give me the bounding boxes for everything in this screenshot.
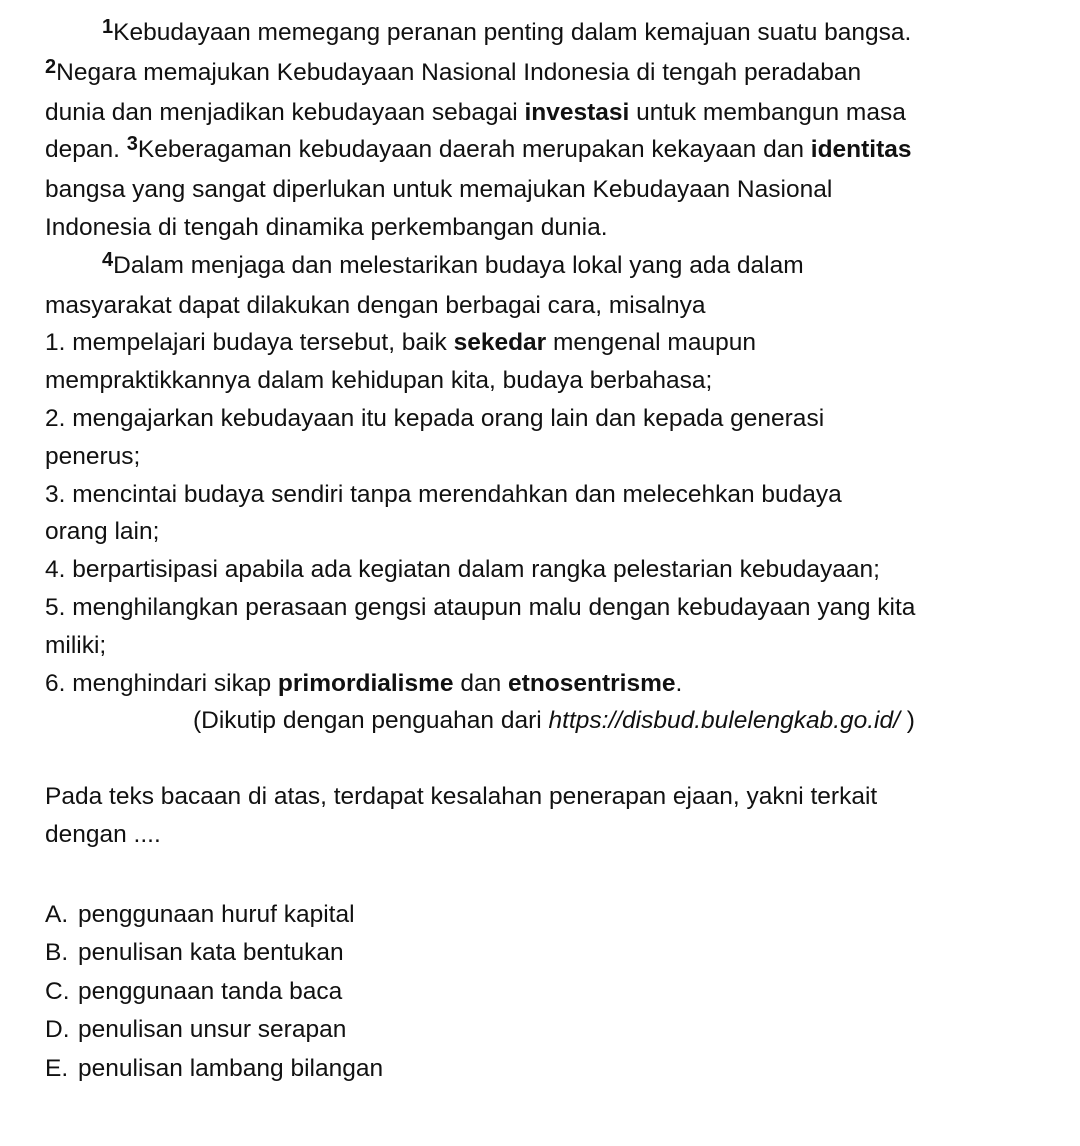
list-item: 5. menghilangkan perasaan gengsi ataupun malu dengan kebudayaan yang kita — [45, 593, 916, 621]
question-stem — [45, 778, 1045, 854]
sentence-number: 2 — [45, 55, 57, 78]
source-url: https://disbud.bulelengkab.go.id/ — [548, 707, 900, 735]
option-b[interactable] — [45, 934, 1045, 973]
passage-line: masyarakat dapat dilakukan dengan berbagai cara, misalnya — [45, 291, 706, 319]
passage-line — [45, 94, 1045, 132]
bold-word: primordialisme — [277, 669, 454, 697]
passage-line: Indonesia di tengah dinamika perkembangan dunia. — [45, 213, 608, 241]
source-citation — [45, 702, 1045, 740]
list-item-continuation: miliki; — [45, 631, 107, 659]
option-text: penggunaan tanda baca — [78, 977, 343, 1005]
passage-line — [45, 54, 1045, 94]
list-text: . — [675, 669, 683, 697]
sentence-text: untuk membangun masa — [629, 98, 906, 126]
citation-suffix: ) — [899, 707, 915, 735]
option-d[interactable] — [45, 1011, 1045, 1050]
option-letter: C. — [45, 977, 70, 1005]
list-item-continuation: penerus; — [45, 442, 141, 470]
list-item: 3. mencintai budaya sendiri tanpa merendahkan dan melecehkan budaya — [45, 480, 842, 508]
list-text: mengenal maupun — [546, 329, 756, 357]
bold-word: sekedar — [453, 329, 547, 357]
bold-word: investasi — [524, 98, 630, 126]
option-e[interactable] — [45, 1050, 1045, 1089]
option-text: penggunaan huruf kapital — [78, 900, 355, 928]
sentence-text: depan. — [45, 136, 127, 164]
sentence-number: 3 — [126, 133, 138, 156]
sentence-text: Kebudayaan memegang peranan penting dalam kemajuan suatu bangsa. — [113, 19, 912, 46]
list-item — [45, 324, 1045, 362]
sentence-text: Keberagaman kebudayaan daerah merupakan kekayaan dan — [137, 136, 811, 164]
citation-prefix: (Dikutip dengan penguahan dari — [193, 707, 549, 735]
option-text: penulisan kata bentukan — [78, 939, 344, 967]
question-line: Pada teks bacaan di atas, terdapat kesalahan penerapan ejaan, yakni terkait — [45, 783, 878, 811]
option-text: penulisan lambang bilangan — [78, 1054, 384, 1082]
option-letter: A. — [45, 900, 69, 928]
list-text: 1. mempelajari budaya tersebut, baik — [45, 329, 454, 357]
option-letter: B. — [45, 939, 69, 967]
passage-line: bangsa yang sangat diperlukan untuk memajukan Kebudayaan Nasional — [45, 176, 833, 204]
sentence-text: Negara memajukan Kebudayaan Nasional Indonesia di tengah peradaban — [56, 58, 862, 86]
numbered-list — [45, 324, 1045, 702]
list-item — [45, 665, 1045, 703]
list-item-continuation: mempraktikkannya dalam kehidupan kita, budaya berbahasa; — [45, 367, 713, 395]
paragraph-1 — [45, 14, 1045, 247]
sentence-number: 1 — [102, 16, 114, 38]
question-line: dengan .... — [45, 820, 161, 848]
option-letter: D. — [45, 1016, 70, 1044]
list-item: 2. mengajarkan kebudayaan itu kepada orang lain dan kepada generasi — [45, 404, 825, 432]
option-letter: E. — [45, 1054, 69, 1082]
sentence-number: 4 — [102, 248, 114, 271]
list-text: dan — [453, 669, 509, 697]
list-text: 6. menghindari sikap — [45, 669, 278, 697]
option-a[interactable] — [45, 896, 1045, 935]
list-item-continuation: orang lain; — [45, 518, 160, 546]
passage-line — [45, 14, 1045, 54]
passage-line — [45, 131, 1045, 171]
paragraph-2 — [45, 247, 1045, 325]
answer-options — [45, 896, 1045, 1089]
bold-word: etnosentrisme — [508, 669, 676, 697]
option-text: penulisan unsur serapan — [78, 1016, 347, 1044]
document-page — [45, 14, 1045, 1088]
sentence-text: dunia dan menjadikan kebudayaan sebagai — [45, 98, 525, 126]
list-item: 4. berpartisipasi apabila ada kegiatan dalam rangka pelestarian kebudayaan; — [45, 556, 880, 584]
bold-word: identitas — [810, 136, 912, 164]
passage-line — [45, 247, 1045, 287]
sentence-text: Dalam menjaga dan melestarikan budaya lokal yang ada dalam — [113, 251, 804, 279]
option-c[interactable] — [45, 973, 1045, 1012]
